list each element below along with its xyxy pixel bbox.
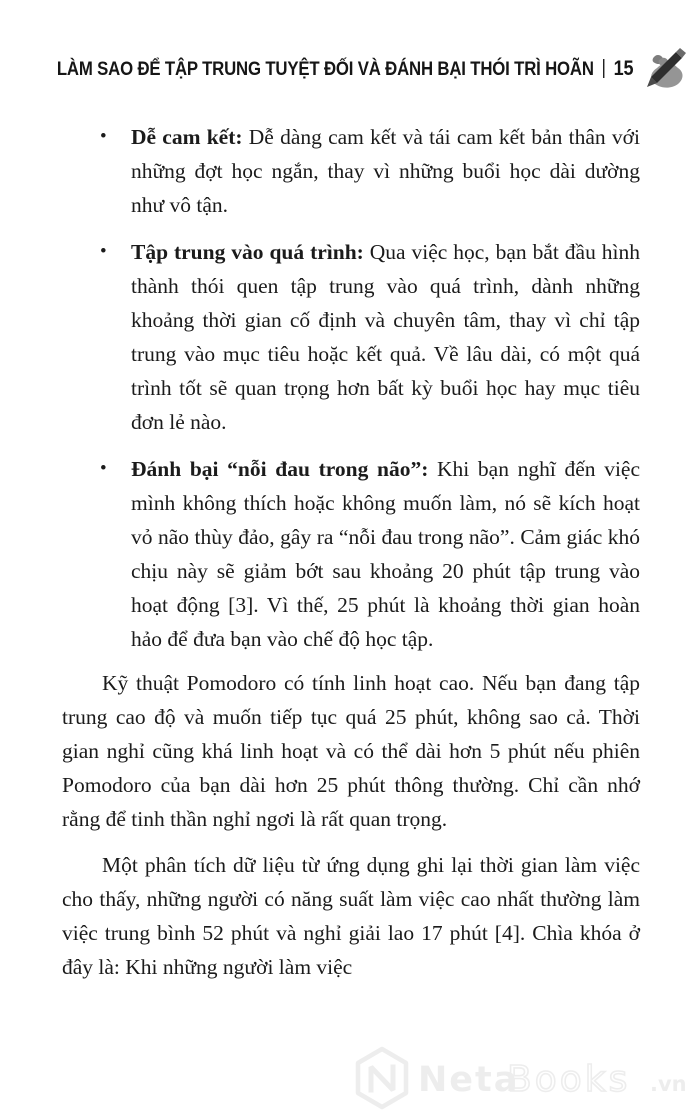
page-number-separator: | [601,57,606,79]
list-item [100,452,641,656]
running-head-text [57,57,633,81]
paragraph: Kỹ thuật Pomodoro có tính linh hoạt cao. Nếu bạn đang tập trung cao độ và muốn tiếp tục quá 25 phút, không sao cả. Thời gian nghỉ cũng khá linh hoạt và có thể dài hơn 5 phút nếu phiên Pomodoro của bạn dài hơn 25 phút thông thường. Chỉ cần nhớ rằng để tinh thần nghỉ ngơi là rất quan trọng. [62,671,640,831]
watermark-brand-tld: .vn [650,1072,687,1096]
watermark-brand-books: Books [507,1059,631,1100]
watermark-brand-neta: Neta [418,1060,520,1100]
bullet-text: Qua việc học, bạn bắt đầu hình thành thói quen tập trung vào quá trình, dành những khoảng thời gian cố định và chuyên tâm, thay vì chỉ tập trung vào mục tiêu hoặc kết quả. Về lâu dài, có một quá trình tốt sẽ quan trọng hơn bất kỳ buổi học hay mục tiêu đơn lẻ nào. [131,240,640,434]
bullet-lead: Tập trung vào quá trình: [131,240,364,264]
bullet-text: Khi bạn nghĩ đến việc mình không thích hoặc không muốn làm, nó sẽ kích hoạt vỏ não thùy đảo, gây ra “nỗi đau trong não”. Cảm giác khó chịu này sẽ giảm bớt sau khoảng 20 phút tập trung vào hoạt động [3]. Vì thế, 25 phút là khoảng thời gian hoàn hảo để đưa bạn vào chế độ học tập. [131,457,641,651]
hand-writing-pencil-icon [642,48,688,90]
page-header [0,48,688,90]
bullet-marker: • [100,458,107,479]
bullet-marker: • [100,241,107,262]
running-head-title: LÀM SAO ĐỂ TẬP TRUNG TUYỆT ĐỐI VÀ ĐÁNH BẠI THÓI TRÌ HOÃN [56,58,594,80]
bullet-marker: • [100,126,107,147]
page-number: 15 [613,57,633,80]
bullet-text: Dễ dàng cam kết và tái cam kết bản thân với những đợt học ngắn, thay vì những buổi học dài dường như vô tận. [131,125,640,217]
bullet-lead: Dễ cam kết: [131,125,243,149]
watermark-n-icon [371,1067,393,1090]
list-item [100,235,640,439]
paragraph: Một phân tích dữ liệu từ ứng dụng ghi lại thời gian làm việc cho thấy, những người có năng suất làm việc cao nhất thường làm việc trung bình 52 phút và nghỉ giải lao 17 phút [4]. Chìa khóa ở đây là: Khi những người làm việc [62,853,640,979]
netabooks-watermark [354,1046,694,1110]
bullet-list [100,120,641,656]
list-item [100,120,640,222]
bullet-lead: Đánh bại “nỗi đau trong não”: [131,457,429,481]
